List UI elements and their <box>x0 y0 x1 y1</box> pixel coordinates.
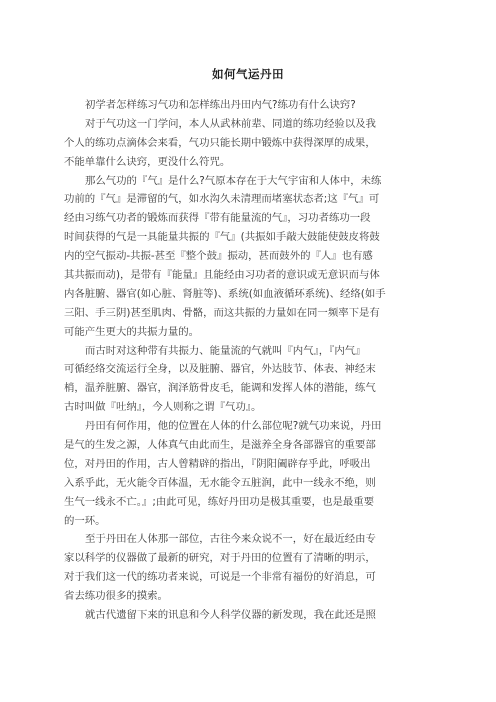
paragraph-line: 就古代遗留下来的讯息和今人科学仪器的新发现，我在此还是照 <box>85 609 376 622</box>
paragraph-line: 生气一线永不亡。』;由此可见，练好丹田功是极其重要，也是最重要 <box>64 495 375 508</box>
paragraph-line: 至于丹田在人体那一部位，古往今来众说不一，好在最近经由专 <box>85 533 376 546</box>
paragraph-line: 内的空气振动-共振-甚至『整个鼓』振动，甚而鼓外的『人』也有感 <box>64 250 373 263</box>
paragraph-line: 对于我们这一代的练功者来说，可说是一个非常有福份的好消息，可 <box>64 571 376 584</box>
paragraph-line: 古时叫做『吐纳』，今人则称之谓『气功』。 <box>64 401 262 414</box>
paragraph-line: 初学者怎样练习气功和怎样练出丹田内气?练功有什么诀窍? <box>85 99 356 111</box>
document-title: 如何气运丹田 <box>212 67 284 81</box>
paragraph-line: 可能产生更大的共振力量的。 <box>64 325 200 338</box>
paragraph-line: 省去练功很多的摸索。 <box>64 590 168 603</box>
paragraph-line: 不能单靠什么诀窍，更没什么符咒。 <box>64 155 231 168</box>
paragraph-line: 位，对丹田的作用，古人曾精辟的指出，『阴阳阖辟存乎此，呼吸出 <box>64 457 371 470</box>
paragraph-line: 梢，温养脏腑、器官，润泽筋骨皮毛，能调和发挥人体的潜能，练气 <box>64 382 376 395</box>
paragraph-line: 丹田有何作用，他的位置在人体的什么部位呢?就气功来说，丹田 <box>85 420 382 433</box>
paragraph-line: 对于气功这一门学问，本人从武林前辈、同道的练功经验以及我 <box>85 117 376 130</box>
paragraph-line: 那么气功的『气』是什么?气原本存在于大气宇宙和人体中，未练 <box>85 174 382 187</box>
document-body <box>64 96 426 625</box>
paragraph-line: 时间获得的气是一具能量共振的『气』(共振如手敲大鼓能使鼓皮将鼓 <box>64 231 380 244</box>
paragraph-line: 功前的『气』是滞留的气，如水沟久未清理而堵塞状态者;这『气』可 <box>64 193 380 206</box>
paragraph-line: 可循经络交流运行全身，以及脏腑、器官，外达肢节、体表、神经末 <box>64 363 376 376</box>
paragraph-line: 家以科学的仪器做了最新的研究，对于丹田的位置有了清晰的明示， <box>64 552 376 565</box>
paragraph-line: 的一环。 <box>64 514 106 527</box>
paragraph-line: 其共振而动)，是带有『能量』且能经由习功者的意识或无意识而与体 <box>64 269 380 282</box>
paragraph-line: 内各脏腑、器官(如心脏、肾脏等)、系统(如血液循环系统)、经络(如手 <box>64 287 386 300</box>
paragraph-line: 而古时对这种带有共振力、能量流的气就叫『内气』，『内气』 <box>85 344 366 357</box>
paragraph-line: 三阳、手三阴)甚至肌肉、骨骼，而这共振的力量如在同一频率下是有 <box>64 306 380 319</box>
paragraph-line: 个人的练功点滴体会来看，气功只能长期中锻炼中获得深厚的成果， <box>64 136 376 149</box>
paragraph-line: 入系乎此，无火能令百体温，无水能令五脏润，此中一线永不绝，则 <box>64 476 376 489</box>
paragraph-line: 是气的生发之源，人体真气由此而生，是滋养全身各部器官的重要部 <box>64 439 376 452</box>
paragraph-line: 经由习练气功者的锻炼而获得『带有能量流的气』，习功者练功一段 <box>64 212 371 225</box>
